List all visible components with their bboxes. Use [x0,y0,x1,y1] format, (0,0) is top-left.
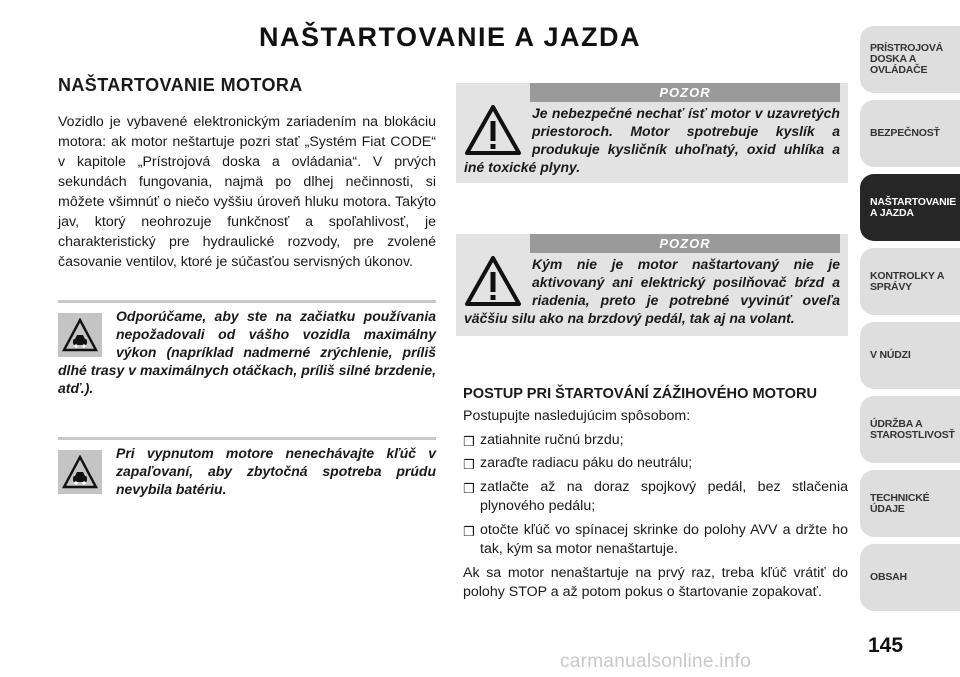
note-text: Odporúčame, aby ste na začiatku používania nepožadovali od vášho vozidla maximálny výkon (napríklad nadmerné zrýchlenie, príliš dlhé trasy v maximálnych otáčkach, príliš silné brzdenie, atď.). [58,308,436,396]
tab-obsah[interactable]: OBSAH [860,544,960,611]
tab-pristrojova-doska[interactable]: PRÍSTROJOVÁ DOSKA A OVLÁDAČE [860,26,960,93]
note-box-key [58,437,436,498]
checkbox-bullet-icon: ❒ [463,480,475,496]
list-item: ❒ zaraďte radiacu páku do neutrálu; [463,454,848,474]
procedure-outro: Ak sa motor nenaštartuje na prvý raz, treba kľúč vrátiť do polohy STOP a až potom pokus o štartovanie zopakovať. [463,564,848,600]
section-paragraph: Vozidlo je vybavené elektronickým zariadením na blokáciu motora: ak motor neštartuje pozri stať „Systém Fiat CODE“ v kapitole „Prístrojová doska a ovládania“. V prvých sekundách fungovania, najmä po dlhej nečinnosti, si môžete všimnúť o niečo vyššiu úroveň hluku motora. Takýto jav, ktorý neohrozuje funkčnosť a spoľahlivosť, je charakteristický pre hydraulické rozvody, pre zvolené časovanie ventilov, ktoré je súčasťou servisných úkonov. [58,114,436,270]
warning-box-exhaust [456,83,848,183]
warning-triangle-icon [464,255,522,309]
list-item: ❒ otočte kľúč vo spínacej skrinke do polohy AVV a držte ho tak, kým sa motor nenaštartuje. [463,521,848,557]
warning-text: Je nebezpečné nechať ísť motor v uzavretých priestoroch. Motor spotrebuje kyslík a produkuje kysličník uhoľnatý, oxid uhlíka a iné toxické plyny. [464,105,840,175]
warning-label: POZOR [530,83,840,102]
watermark: carmanualsonline.info [560,651,752,672]
list-item: ❒ zatiahnite ručnú brzdu; [463,431,848,451]
note-box-recommendation [58,300,436,397]
list-item: ❒ zatlačte až na doraz spojkový pedál, bez stlačenia plynového pedálu; [463,478,848,514]
warning-text: Kým nie je motor naštartovaný nie je aktivovaný ani elektrický posilňovač bŕzd a riadenia, preto je potrebné vyvinúť oveľa väčšiu silu ako na brzdový pedál, tak aj na volant. [464,256,840,326]
checkbox-bullet-icon: ❒ [463,523,475,539]
tab-v-nudzi[interactable]: V NÚDZI [860,322,960,389]
procedure-intro: Postupujte nasledujúcim spôsobom: [463,408,691,424]
procedure-title: POSTUP PRI ŠTARTOVÁNÍ ZÁŽIHOVÉHO MOTORU [463,386,818,402]
procedure-section [463,386,848,603]
checkbox-bullet-icon: ❒ [463,457,475,472]
left-column [58,75,436,272]
page-title: NAŠTARTOVANIE A JAZDA [258,22,641,52]
warning-box-brakes [456,234,848,336]
chapter-tabs [860,26,960,618]
tab-kontrolky-a-spravy[interactable]: KONTROLKY A SPRÁVY [860,248,960,315]
car-warning-icon [58,313,102,357]
warning-label: POZOR [530,234,840,253]
warning-triangle-icon [464,104,522,158]
section-title: NAŠTARTOVANIE MOTORA [58,75,303,95]
tab-bezpecnost[interactable]: BEZPEČNOSŤ [860,100,960,167]
procedure-steps [463,431,848,560]
note-text: Pri vypnutom motore nenechávajte kľúč v zapaľovaní, aby zbytočná spotreba prúdu nevybila batériu. [116,445,436,497]
checkbox-bullet-icon: ❒ [463,433,475,449]
tab-nastartovanie-a-jazda[interactable]: NAŠTARTOVANIE A JAZDA [860,174,960,241]
page-number: 145 [868,634,904,657]
tab-technicke-udaje[interactable]: TECHNICKÉ ÚDAJE [860,470,960,537]
tab-udrzba[interactable]: ÚDRŽBA A STAROSTLIVOSŤ [860,396,960,463]
car-warning-icon [58,450,102,494]
